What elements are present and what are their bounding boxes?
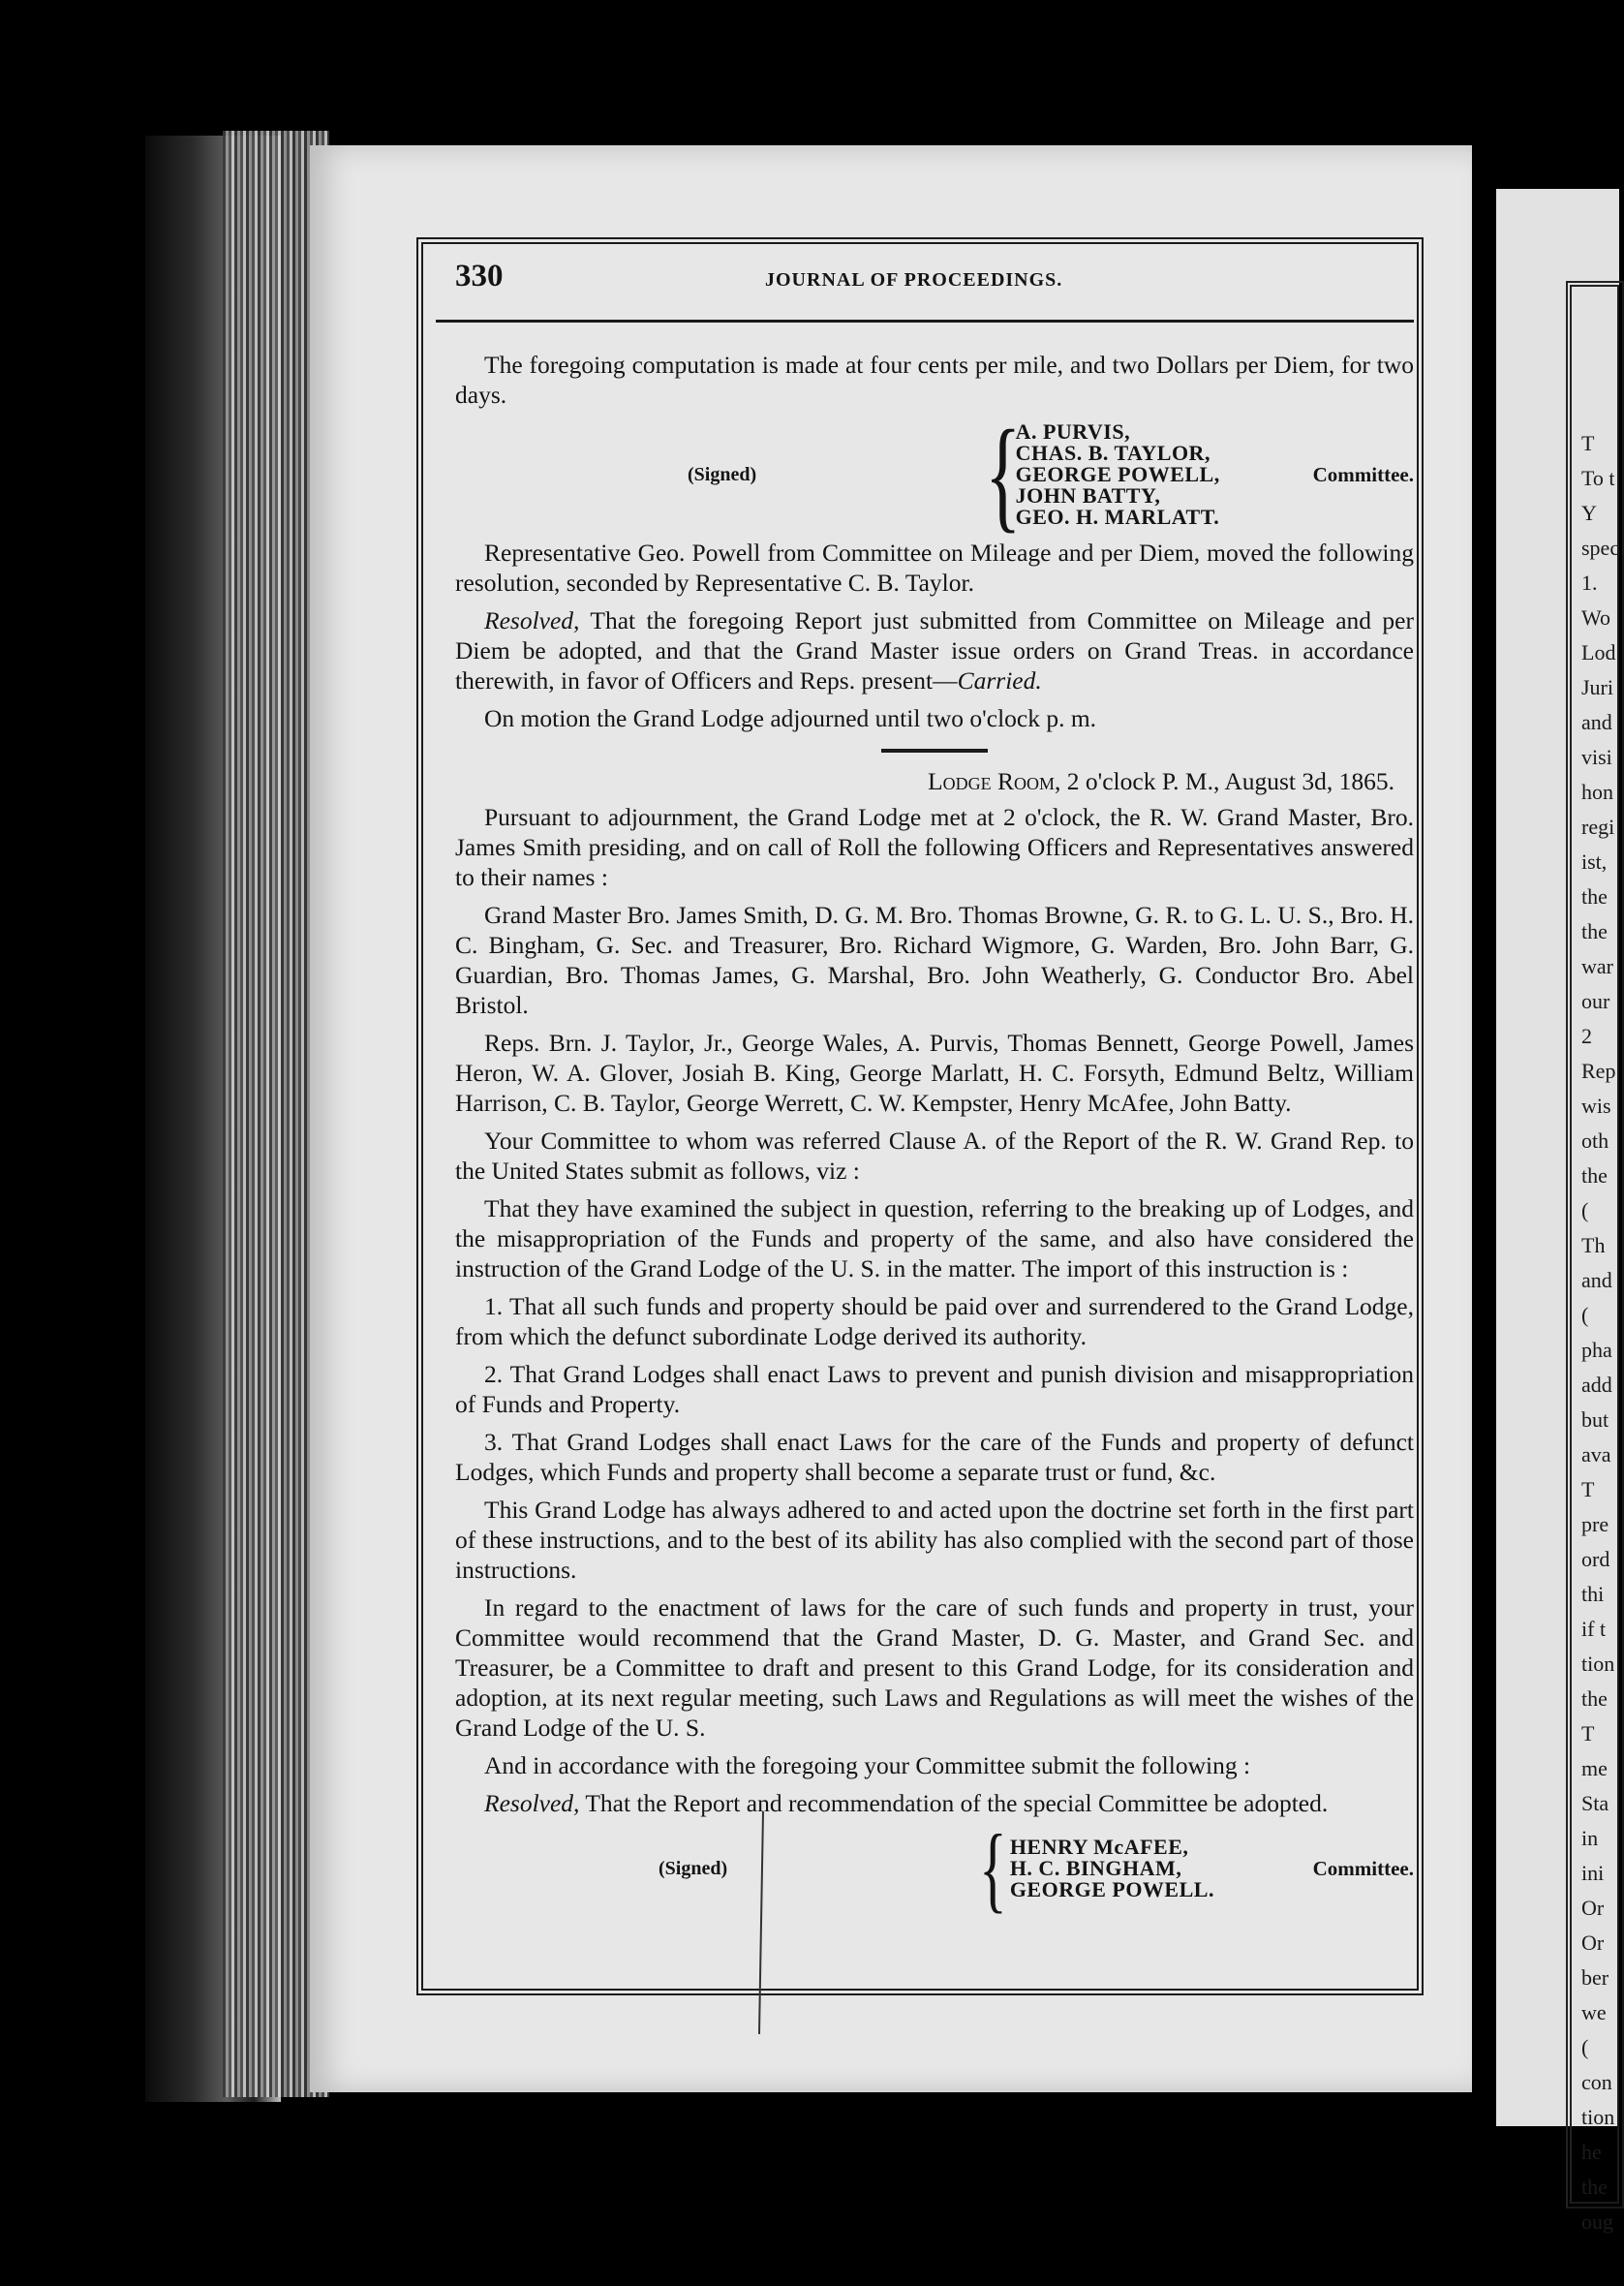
motion-paragraph: Representative Geo. Powell from Committee on Mileage and per Diem, moved the following resolution, seconded by Representative C. B. Taylor. <box>455 539 1414 597</box>
instruction-item-2: 2. That Grand Lodges shall enact Laws to prevent and punish division and misappropriation of Funds and Property. <box>455 1360 1414 1418</box>
right-page-fragment-text: ini <box>1581 1861 1605 1885</box>
officers-paragraph: Grand Master Bro. James Smith, D. G. M. Bro. Thomas Browne, G. R. to G. L. U. S., Bro. H. C. Bingham, G. Sec. and Treasurer, Bro. Richard Wigmore, G. Warden, Bro. John Barr, G. Guardian, Bro. Thomas James, G. Marshal, Bro. John Weatherly, G. Conductor Bro. Abel Bristol. <box>455 901 1414 1019</box>
right-page-fragment-text: Sta <box>1581 1791 1609 1815</box>
right-page-fragment-text: T <box>1581 431 1595 455</box>
right-page-fragment-text: ( <box>1581 1303 1589 1327</box>
right-page-fragment-text: the <box>1581 919 1608 943</box>
section-divider <box>881 749 988 753</box>
page-header <box>455 259 1414 320</box>
right-page-fragment-text: but <box>1581 1407 1609 1432</box>
right-page-fragment-text: spec <box>1581 536 1620 560</box>
right-page-fragment-text: T <box>1581 1721 1595 1745</box>
right-page-fragment-text: Or <box>1581 1896 1605 1920</box>
brace-glyph: { <box>984 405 1022 544</box>
right-page-fragment-text: oth <box>1581 1128 1609 1153</box>
right-page-fragment-text: visi <box>1581 745 1612 769</box>
right-page-fragment-text: pre <box>1581 1512 1609 1536</box>
signatory-name: CHAS. B. TAYLOR, <box>1015 441 1210 465</box>
page-number: 330 <box>455 259 504 293</box>
right-page-fragment-text: hon <box>1581 780 1613 804</box>
right-page-fragment-text: Y <box>1581 501 1597 525</box>
running-head: JOURNAL OF PROCEEDINGS. <box>765 269 1063 291</box>
right-page-fragment-text: wis <box>1581 1094 1611 1118</box>
resolution-paragraph <box>455 605 1414 695</box>
right-page-fragment-text: pha <box>1581 1338 1612 1362</box>
right-page-fragment-text: ord <box>1581 1547 1610 1571</box>
right-page-fragment-text: he <box>1581 2140 1602 2164</box>
right-page-fragment-text: our <box>1581 989 1610 1013</box>
committee-intro-paragraph: Your Committee to whom was referred Clause A. of the Report of the R. W. Grand Rep. to the United States submit as follows, viz : <box>455 1127 1414 1185</box>
instruction-item-1: 1. That all such funds and property should be paid over and surrendered to the Grand Lodge, from which the defunct subordinate Lodge derived its authority. <box>455 1292 1414 1350</box>
page-content <box>455 259 1414 1922</box>
session-time: 2 o'clock P. M., August 3d, 1865. <box>1060 767 1394 795</box>
signatory-names <box>1016 421 1284 528</box>
resolved-word: Resolved, <box>484 1789 580 1817</box>
right-page-fragment-text: con <box>1581 2070 1612 2094</box>
adjournment-paragraph: On motion the Grand Lodge adjourned until two o'clock p. m. <box>484 704 1097 732</box>
right-page-fragment-text: tion <box>1581 2105 1615 2129</box>
right-page-fragment-text: and <box>1581 1268 1612 1292</box>
instruction-item-3: 3. That Grand Lodges shall enact Laws for the care of the Funds and property of defunct Lodges, which Funds and property shall become a separate trust or fund, &c. <box>455 1428 1414 1486</box>
right-page-fragment-text: To t <box>1581 466 1615 490</box>
right-page-fragment-text: the <box>1581 2175 1608 2199</box>
right-page-fragment-text: Rep <box>1581 1059 1616 1083</box>
computation-paragraph: The foregoing computation is made at four cents per mile, and two Dollars per Diem, for two days. <box>455 351 1414 409</box>
right-page-fragment-text: ber <box>1581 1965 1609 1990</box>
signatory-names <box>1010 1837 1284 1900</box>
right-page-fragment-text: ist, <box>1581 850 1608 874</box>
right-page-fragment-text: and <box>1581 710 1612 734</box>
right-page-fragment-text: oug <box>1581 2209 1613 2234</box>
resolution-text: That the foregoing Report just submitted from Committee on Mileage and per Diem be adopted, and that the Grand Master issue orders on Grand Treas. in accordance therewith, in favor of Officers and Reps. present— <box>455 606 1414 695</box>
right-page-fragment-text: if t <box>1581 1617 1607 1641</box>
right-page-fragment-text: in <box>1581 1826 1599 1850</box>
signature-block-2 <box>455 1814 1414 1922</box>
right-page-fragment-text: T <box>1581 1477 1595 1501</box>
right-page-fragment <box>1496 189 1620 2234</box>
right-page-fragment-text: Lod <box>1581 640 1616 664</box>
right-page-fragment-text: thi <box>1581 1582 1605 1606</box>
lodge-room-label: Lodge Room, <box>928 767 1061 795</box>
accordance-paragraph: And in accordance with the foregoing your Committee submit the following : <box>484 1751 1251 1779</box>
right-page-fragment-text: Th <box>1581 1233 1606 1257</box>
right-page-fragment-text: 1. <box>1581 571 1598 595</box>
committee-label: Committee. <box>1312 462 1414 486</box>
right-page-fragment-text: ( <box>1581 2035 1589 2059</box>
carried-word: Carried. <box>957 666 1042 695</box>
signatory-name: GEORGE POWELL, <box>1015 462 1220 486</box>
resolution-2-paragraph <box>455 1788 1414 1818</box>
right-page-fragment-text: me <box>1581 1756 1608 1780</box>
right-page-fragment-text: war <box>1581 954 1613 978</box>
brace-glyph: { <box>978 1814 1007 1922</box>
right-page-fragment-text: 2 <box>1581 1024 1592 1048</box>
signatory-name: JOHN BATTY, <box>1015 483 1161 508</box>
signatory-name: A. PURVIS, <box>1015 419 1131 444</box>
right-page-fragment-text: Juri <box>1581 675 1613 699</box>
signature-block-1 <box>455 405 1414 544</box>
pursuant-paragraph: Pursuant to adjournment, the Grand Lodge met at 2 o'clock, the R. W. Grand Master, Bro. James Smith presiding, and on call of Roll the following Officers and Representatives answered to their names : <box>455 803 1414 891</box>
signatory-name: HENRY McAFEE, <box>1009 1835 1189 1859</box>
right-page-fragment-text: the <box>1581 1686 1608 1711</box>
signed-label: (Signed) <box>688 463 757 485</box>
right-page-fragment-text: tion <box>1581 1652 1615 1676</box>
resolved-word: Resolved, <box>484 606 580 634</box>
header-rule <box>436 320 1414 323</box>
right-page-fragment-text: Or <box>1581 1931 1605 1955</box>
right-page-fragment-text: Wo <box>1581 605 1611 630</box>
right-page-fragment-text: we <box>1581 2000 1607 2024</box>
signatory-name: GEO. H. MARLATT. <box>1015 505 1220 529</box>
right-page-fragment-text: the <box>1581 1163 1608 1188</box>
right-page-fragment-text: ava <box>1581 1442 1611 1467</box>
signatory-name: GEORGE POWELL. <box>1009 1877 1214 1901</box>
signed-label: (Signed) <box>659 1857 728 1879</box>
examined-paragraph: That they have examined the subject in question, referring to the breaking up of Lodges, and the misappropriation of the Funds and property of the same, and also have considered the instruction of the Grand Lodge of the U. S. in the matter. The import of this instruction is : <box>455 1194 1414 1282</box>
resolution-text: That the Report and recommendation of the special Committee be adopted. <box>579 1789 1329 1817</box>
right-page-fragment-text: the <box>1581 884 1608 909</box>
right-page-fragment-text: ( <box>1581 1198 1589 1222</box>
in-regard-paragraph: In regard to the enactment of laws for the care of such funds and property in trust, your Committee would recommend that the Grand Master, D. G. Master, and Grand Sec. and Treasurer, be a Committee to draft and present to this Grand Lodge, for its consideration and adoption, at its next regular meeting, such Laws and Regulations as will meet the wishes of the Grand Lodge of the U. S. <box>455 1593 1414 1742</box>
right-page-fragment-text: regi <box>1581 815 1615 839</box>
session-dateline <box>455 766 1394 796</box>
representatives-paragraph: Reps. Brn. J. Taylor, Jr., George Wales, A. Purvis, Thomas Bennett, George Powell, James Heron, W. A. Glover, Josiah B. King, George Marlatt, H. C. Forsyth, Edmund Beltz, William Harrison, C. B. Taylor, George Werrett, C. W. Kempster, Henry McAfee, John Batty. <box>455 1029 1414 1117</box>
right-page-fragment-text: add <box>1581 1373 1612 1397</box>
committee-label: Committee. <box>1312 1856 1414 1880</box>
signatory-name: H. C. BINGHAM, <box>1009 1856 1182 1880</box>
adhered-paragraph: This Grand Lodge has always adhered to and acted upon the doctrine set forth in the first part of these instructions, and to the best of its ability has also complied with the second part of those instructions. <box>455 1496 1414 1584</box>
